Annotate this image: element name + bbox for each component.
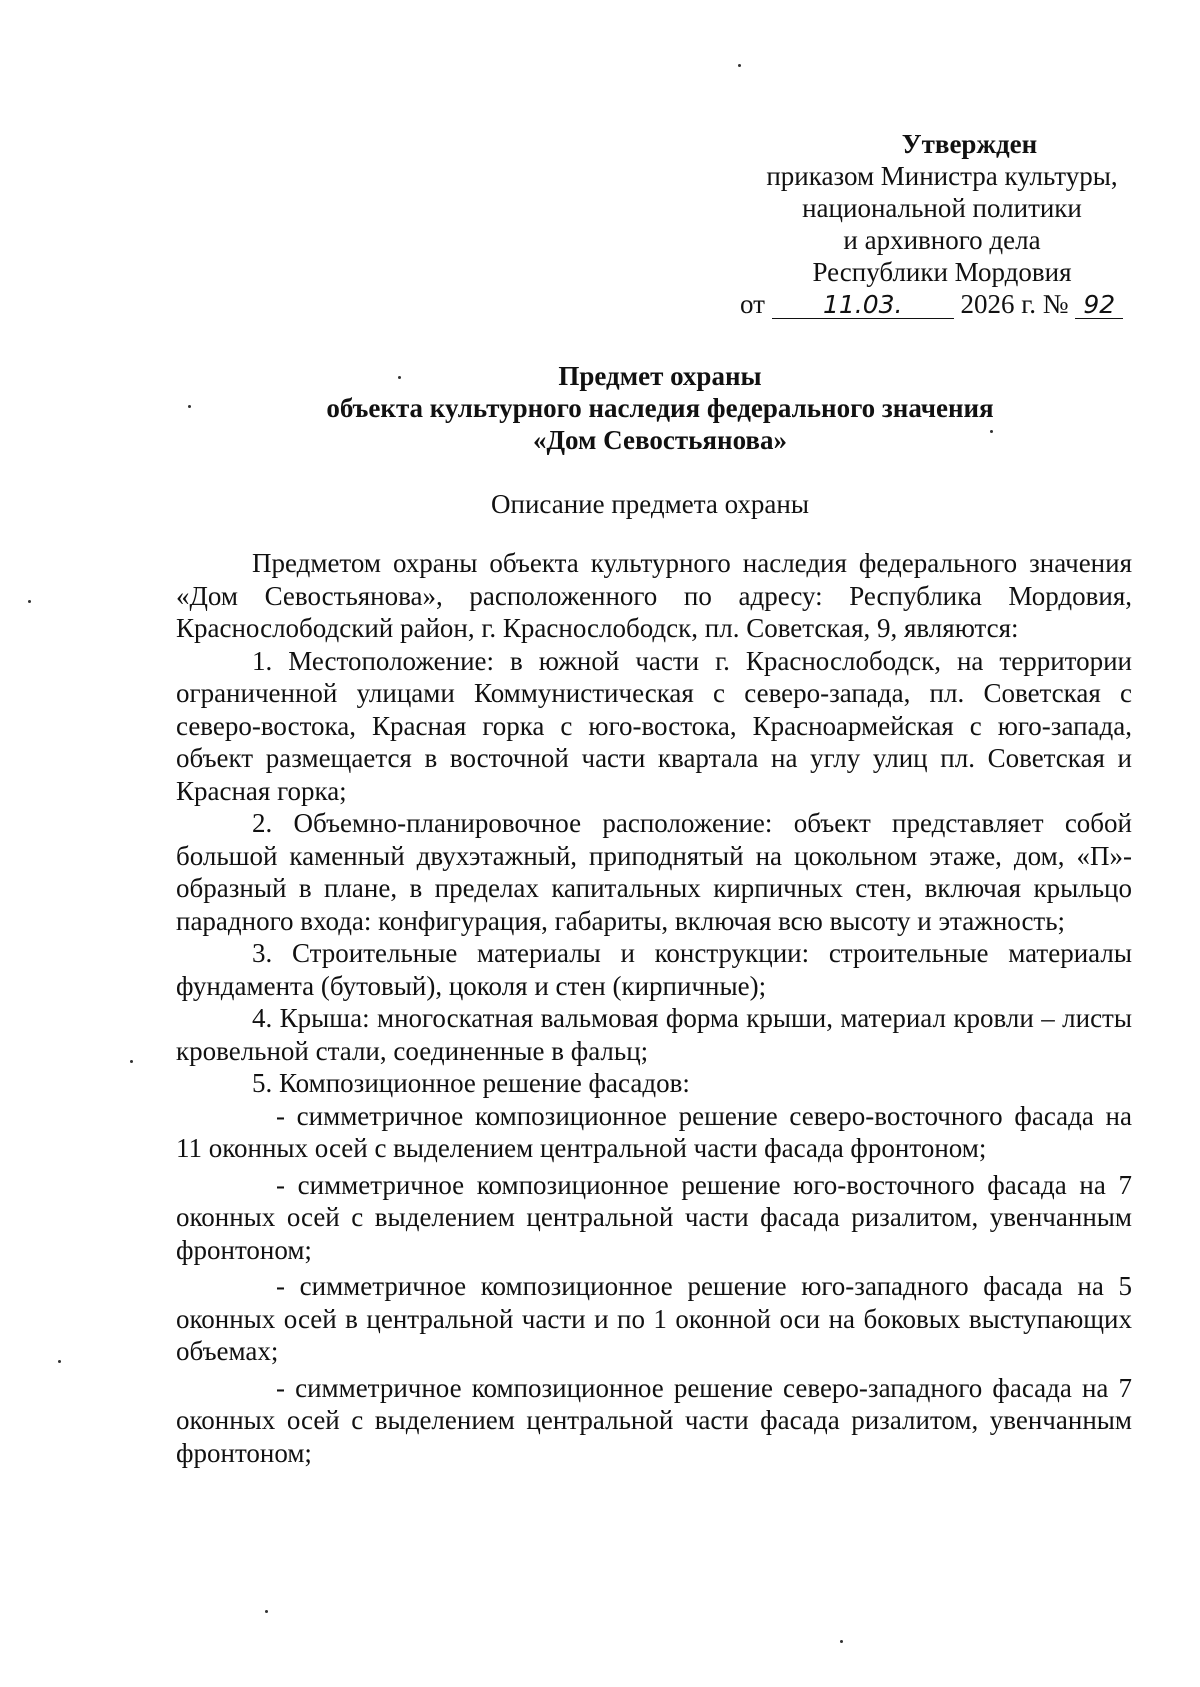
approval-block (722, 128, 1162, 320)
scan-speck (58, 1360, 61, 1363)
document-body (176, 547, 1132, 1469)
approval-line-3: и архивного дела (843, 225, 1041, 255)
facade-item-northeast: - симметричное композиционное решение северо-восточного фасада на 11 оконных осей с выделением центральной части фасада фронтоном; (176, 1100, 1132, 1163)
handwritten-order-number: 92 (1075, 292, 1123, 319)
approval-line-1: приказом Министра культуры, (766, 161, 1118, 191)
scan-speck (265, 1610, 268, 1613)
title-line-2: объекта культурного наследия федерального значения (326, 393, 994, 423)
scan-speck (28, 600, 31, 603)
approval-line-4: Республики Мордовия (812, 257, 1072, 287)
approval-date-line (740, 288, 1162, 320)
facade-item-northwest: - симметричное композиционное решение северо-западного фасада на 7 оконных осей с выделением центральной части фасада ризалитом, увенчанным фронтоном; (176, 1372, 1132, 1468)
paragraph-location: 1. Местоположение: в южной части г. Краснослободск, на территории ограниченной улицами Коммунистическая с северо-запада, пл. Советская с северо-востока, Красная горка с юго-востока, Красноармейская с юго-запада, объект размещается в восточной части квартала на углу улиц пл. Советская и Красная горка; (176, 645, 1132, 806)
scan-speck (738, 64, 741, 67)
facade-item-southwest: - симметричное композиционное решение юго-западного фасада на 5 оконных осей в центральной части и по 1 оконной оси на боковых выступающих объемах; (176, 1271, 1132, 1366)
scan-speck (398, 376, 401, 379)
document-title (0, 360, 1200, 456)
scan-speck (130, 1060, 133, 1063)
section-subtitle: Описание предмета охраны (491, 489, 809, 519)
title-line-1: Предмет охраны (558, 361, 762, 391)
approval-heading: Утвержден (901, 129, 1038, 159)
title-line-3: «Дом Севостьянова» (532, 425, 787, 455)
scan-speck (990, 430, 993, 433)
handwritten-date: 11.03. (772, 292, 954, 319)
scan-speck (840, 1640, 843, 1643)
paragraph-roof: 4. Крыша: многоскатная вальмовая форма крыши, материал кровли – листы кровельной стали, соединенные в фальц; (176, 1003, 1132, 1066)
approval-line-2: национальной политики (802, 193, 1082, 223)
scan-speck (188, 405, 191, 408)
paragraph-materials: 3. Строительные материалы и конструкции: строительные материалы фундамента (бутовый), цоколя и стен (кирпичные); (176, 938, 1132, 1001)
intro-paragraph: Предметом охраны объекта культурного наследия федерального значения «Дом Севостьянова», расположенного по адресу: Республика Мордовия, Краснослободский район, г. Краснослободск, пл. Советская, 9, являются: (176, 548, 1132, 643)
paragraph-layout: 2. Объемно-планировочное расположение: объект представляет собой большой каменный двухэтажный, приподнятый на цокольном этаже, дом, «П»-образный в плане, в пределах капитальных кирпичных стен, включая крыльцо парадного входа: конфигурация, габариты, включая всю высоту и этажность; (176, 808, 1132, 936)
from-label: от (740, 289, 765, 319)
paragraph-facades-heading: 5. Композиционное решение фасадов: (252, 1068, 690, 1098)
facade-item-southeast: - симметричное композиционное решение юго-восточного фасада на 7 оконных осей с выделением центральной части фасада ризалитом, увенчанным фронтоном; (176, 1169, 1132, 1265)
year-number-label: 2026 г. № (960, 289, 1069, 319)
